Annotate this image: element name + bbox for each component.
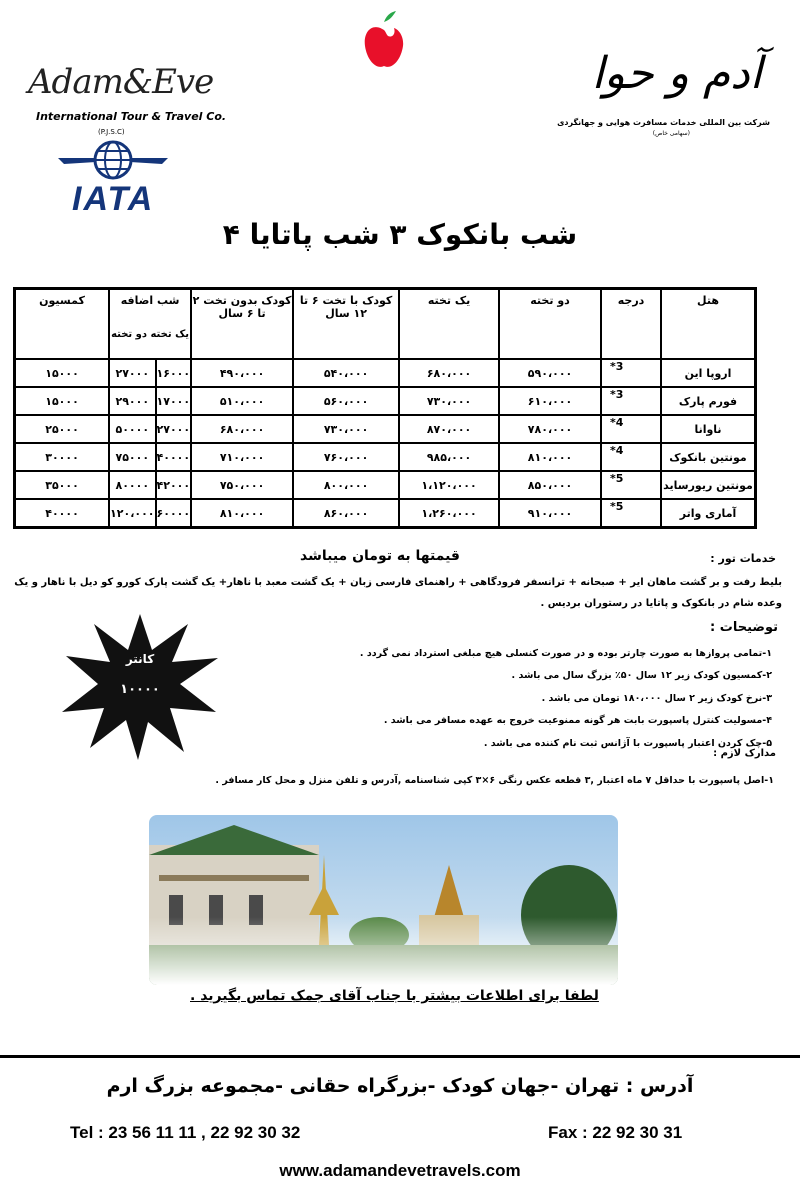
cell-hotel: مونتین ریورساید [661, 471, 755, 499]
cell-hotel: آماری واتر [661, 499, 755, 528]
footer-website-link[interactable]: www.adamandevetravels.com [279, 1161, 521, 1180]
cell-commission: ۴۰۰۰۰ [15, 499, 110, 528]
cell-child-nobed: ۷۱۰،۰۰۰ [191, 443, 293, 471]
cell-extra-double: ۴۲۰۰۰ [156, 471, 192, 499]
cell-extra-double: ۲۷۰۰۰ [156, 415, 192, 443]
cell-extra-double: ۱۶۰۰۰ [156, 359, 192, 387]
cell-double: ۷۸۰،۰۰۰ [499, 415, 601, 443]
header-commission: کمسیون [15, 289, 110, 360]
cell-extra-single: ۱۲۰،۰۰۰ [109, 499, 155, 528]
cell-child-nobed: ۴۹۰،۰۰۰ [191, 359, 293, 387]
header-extra-night-label: شب اضافه [120, 294, 180, 307]
notes-heading: توضیحات : [710, 620, 778, 635]
list-item: ۵-چک کردن اعتبار پاسپورت با آژانس ثبت نام کننده می باشد . [483, 737, 772, 749]
page-title: ۴ شب بانکوک ۳ شب پاتایا [222, 218, 578, 251]
table-row [15, 359, 756, 387]
cell-single: ۹۸۵،۰۰۰ [399, 443, 499, 471]
cell-child-nobed: ۸۱۰،۰۰۰ [191, 499, 293, 528]
cell-extra-double: ۴۰۰۰۰ [156, 443, 192, 471]
documents-item: ۱-اصل پاسپورت با حداقل ۷ ماه اعتبار ,۳ قطعه عکس رنگی ۶×۳ کپی شناسنامه ,آدرس و تلفن منزل و محل کار مسافر . [215, 775, 774, 786]
adam-eve-logo-fa: آدم و حوا [591, 48, 762, 99]
cell-child-bed: ۷۳۰،۰۰۰ [293, 415, 399, 443]
cell-double: ۸۱۰،۰۰۰ [499, 443, 601, 471]
documents-heading: مدارک لازم : [713, 748, 776, 759]
header-extra-sub: یک تخته دو تخته [111, 329, 190, 340]
footer-divider [0, 1055, 800, 1058]
notes-list [212, 643, 772, 755]
list-item: ۱-تمامی پروازها به صورت چارتر بوده و در صورت کنسلی هیچ مبلغی استرداد نمی گردد . [359, 648, 772, 659]
cell-child-bed: ۵۴۰،۰۰۰ [293, 359, 399, 387]
cell-extra-double: ۱۷۰۰۰ [156, 387, 192, 415]
cell-single: ۷۳۰،۰۰۰ [399, 387, 499, 415]
cell-commission: ۳۵۰۰۰ [15, 471, 110, 499]
footer-fax: Fax : 22 92 30 31 [548, 1123, 683, 1142]
cell-child-bed: ۷۶۰،۰۰۰ [293, 443, 399, 471]
list-item: ۴-مسولیت کنترل پاسپورت بابت هر گونه ممنوعیت خروج به عهده مسافر می باشد . [383, 715, 772, 727]
cell-single: ۱،۲۶۰،۰۰۰ [399, 499, 499, 528]
company-name-fa: شرکت بین المللی خدمات مسافرت هوایی و جهانگردی [557, 118, 770, 127]
cell-extra-single: ۷۵۰۰۰ [109, 443, 155, 471]
cell-hotel: فورم پارک [661, 387, 755, 415]
services-text: بلیط رفت و بر گشت ماهان ایر + صبحانه + ترانسفر فرودگاهی + راهنمای فارسی زبان + یک گشت معبد با ناهار+ یک گشت پارک کورو کو دیل با ناهار و یک وعده شام در بانکوک و پاتایا در رستوران بردیس . [14, 577, 782, 609]
cell-single: ۱،۱۲۰،۰۰۰ [399, 471, 499, 499]
cell-extra-double: ۶۰۰۰۰ [156, 499, 192, 528]
cell-child-bed: ۸۶۰،۰۰۰ [293, 499, 399, 528]
cell-child-nobed: ۷۵۰،۰۰۰ [191, 471, 293, 499]
cell-grade: 4* [601, 443, 661, 471]
cell-hotel: مونتین بانکوک [661, 443, 755, 471]
table-header-row [15, 289, 756, 360]
cell-commission: ۱۵۰۰۰ [15, 359, 110, 387]
table-row [15, 415, 756, 443]
counter-value: ۱۰۰۰۰ [120, 682, 160, 697]
cell-grade: 5* [601, 499, 661, 528]
header-child-bed: کودک با تخت ۶ تا ۱۲ سال [293, 289, 399, 360]
header-grade: درجه [601, 289, 661, 360]
table-row [15, 499, 756, 528]
header-single: یک تخته [399, 289, 499, 360]
cell-double: ۶۱۰،۰۰۰ [499, 387, 601, 415]
list-item: ۲-کمسیون کودک زیر ۱۲ سال ۵۰٪ بزرگ سال می باشد . [511, 670, 772, 682]
cell-extra-single: ۸۰۰۰۰ [109, 471, 155, 499]
cell-double: ۹۱۰،۰۰۰ [499, 499, 601, 528]
services-heading: خدمات تور : [710, 552, 776, 565]
footer-address: آدرس : تهران -جهان کودک -بزرگراه حقانی -مجموعه بزرگ ارم [106, 1075, 694, 1097]
cell-grade: 3* [601, 387, 661, 415]
iata-logo-text: IATA [72, 180, 155, 218]
currency-note: قیمتها به تومان میباشد [300, 548, 460, 564]
cell-grade: 4* [601, 415, 661, 443]
cell-hotel: اروپا این [661, 359, 755, 387]
cell-single: ۸۷۰،۰۰۰ [399, 415, 499, 443]
cell-child-bed: ۵۶۰،۰۰۰ [293, 387, 399, 415]
header-extra-night [109, 289, 191, 360]
cell-commission: ۲۵۰۰۰ [15, 415, 110, 443]
cell-grade: 3* [601, 359, 661, 387]
cell-extra-single: ۲۹۰۰۰ [109, 387, 155, 415]
counter-label: کانتر [125, 652, 155, 666]
cell-child-nobed: ۶۸۰،۰۰۰ [191, 415, 293, 443]
cell-hotel: ناوانا [661, 415, 755, 443]
cell-single: ۶۸۰،۰۰۰ [399, 359, 499, 387]
table-row [15, 443, 756, 471]
cell-double: ۸۵۰،۰۰۰ [499, 471, 601, 499]
cell-child-nobed: ۵۱۰،۰۰۰ [191, 387, 293, 415]
bangkok-palace-photo [149, 815, 618, 985]
apple-icon [362, 8, 406, 74]
cell-commission: ۱۵۰۰۰ [15, 387, 110, 415]
company-name-en: International Tour & Travel Co. [36, 110, 227, 123]
cell-child-bed: ۸۰۰،۰۰۰ [293, 471, 399, 499]
header-hotel: هتل [661, 289, 755, 360]
header-child-nobed: کودک بدون تخت ۲ تا ۶ سال [191, 289, 293, 360]
footer-tel: Tel : 23 56 11 11 , 22 92 30 32 [70, 1123, 301, 1142]
contact-note: لطفا برای اطلاعات بیشتر با جناب آقای جمک تماس بگیرید . [190, 988, 599, 1004]
header-double: دو تخته [499, 289, 601, 360]
cell-extra-single: ۵۰۰۰۰ [109, 415, 155, 443]
table-row [15, 387, 756, 415]
cell-double: ۵۹۰،۰۰۰ [499, 359, 601, 387]
cell-extra-single: ۲۷۰۰۰ [109, 359, 155, 387]
list-item: ۳-نرخ کودک زیر ۲ سال ۱۸۰،۰۰۰ تومان می باشد . [541, 692, 772, 704]
company-type-fa: (سهامی خاص) [652, 130, 690, 137]
cell-grade: 5* [601, 471, 661, 499]
table-row [15, 471, 756, 499]
company-type-en: (P.J.S.C) [98, 128, 125, 136]
cell-commission: ۳۰۰۰۰ [15, 443, 110, 471]
adam-eve-logo-text: Adam&Eve [28, 62, 214, 102]
price-table [13, 287, 757, 529]
